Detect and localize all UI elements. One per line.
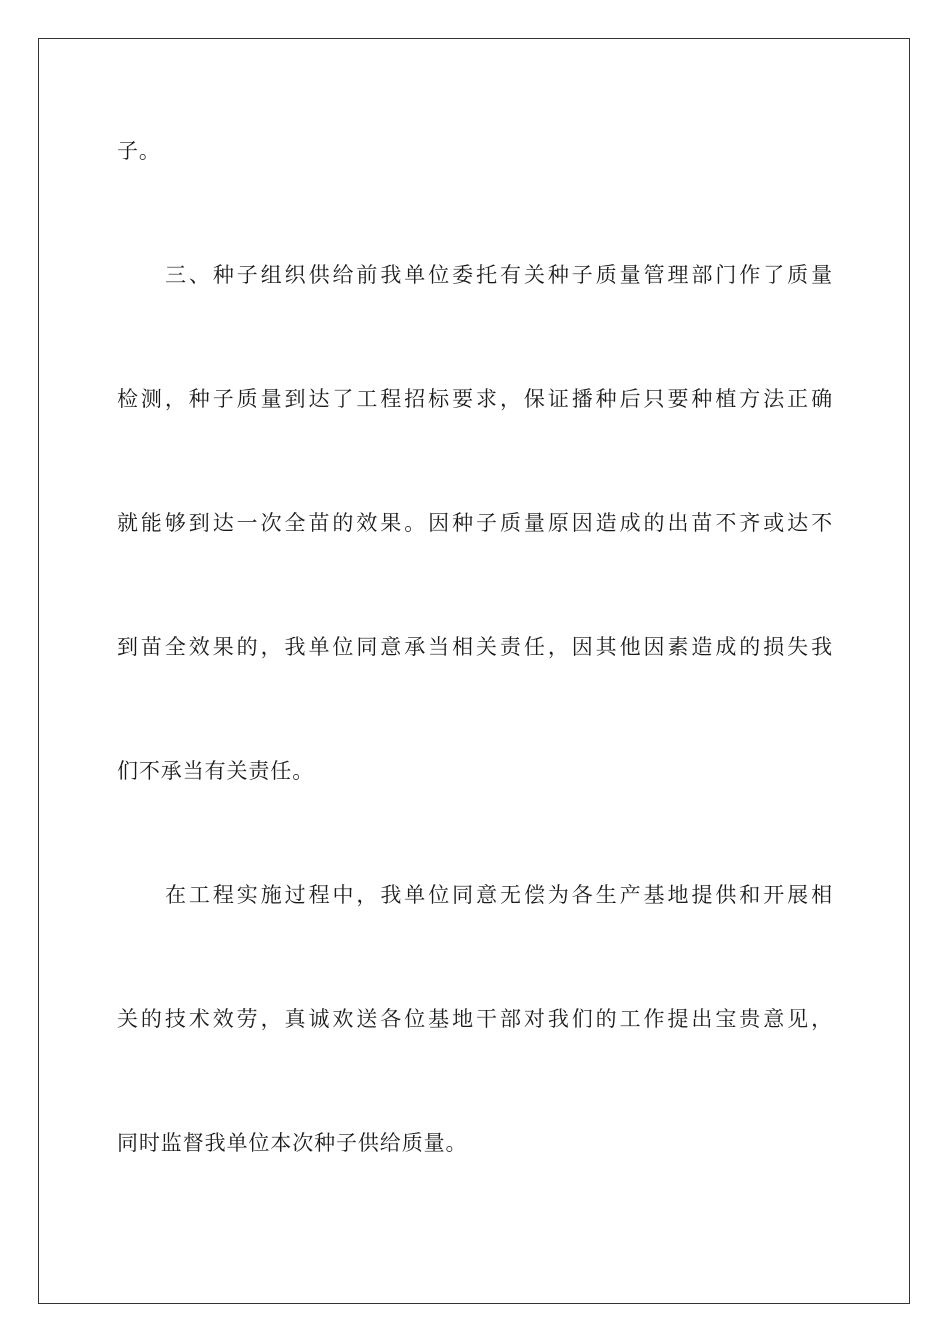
text-line: 检测，种子质量到达了工程招标要求，保证播种后只要种植方法正确: [117, 387, 833, 411]
page-frame: [38, 38, 910, 1304]
paragraph-start-line: 三、种子组织供给前我单位委托有关种子质量管理部门作了质量: [165, 263, 833, 287]
text-line: 子。: [117, 139, 161, 163]
text-line: 们不承当有关责任。: [117, 759, 315, 783]
text-line: 到苗全效果的，我单位同意承当相关责任，因其他因素造成的损失我: [117, 635, 833, 659]
text-line: 就能够到达一次全苗的效果。因种子质量原因造成的出苗不齐或达不: [117, 511, 833, 535]
text-line: 关的技术效劳，真诚欢送各位基地干部对我们的工作提出宝贵意见，: [117, 1007, 833, 1031]
text-line: 同时监督我单位本次种子供给质量。: [117, 1131, 468, 1155]
paragraph-start-line: 在工程实施过程中，我单位同意无偿为各生产基地提供和开展相: [165, 883, 833, 907]
